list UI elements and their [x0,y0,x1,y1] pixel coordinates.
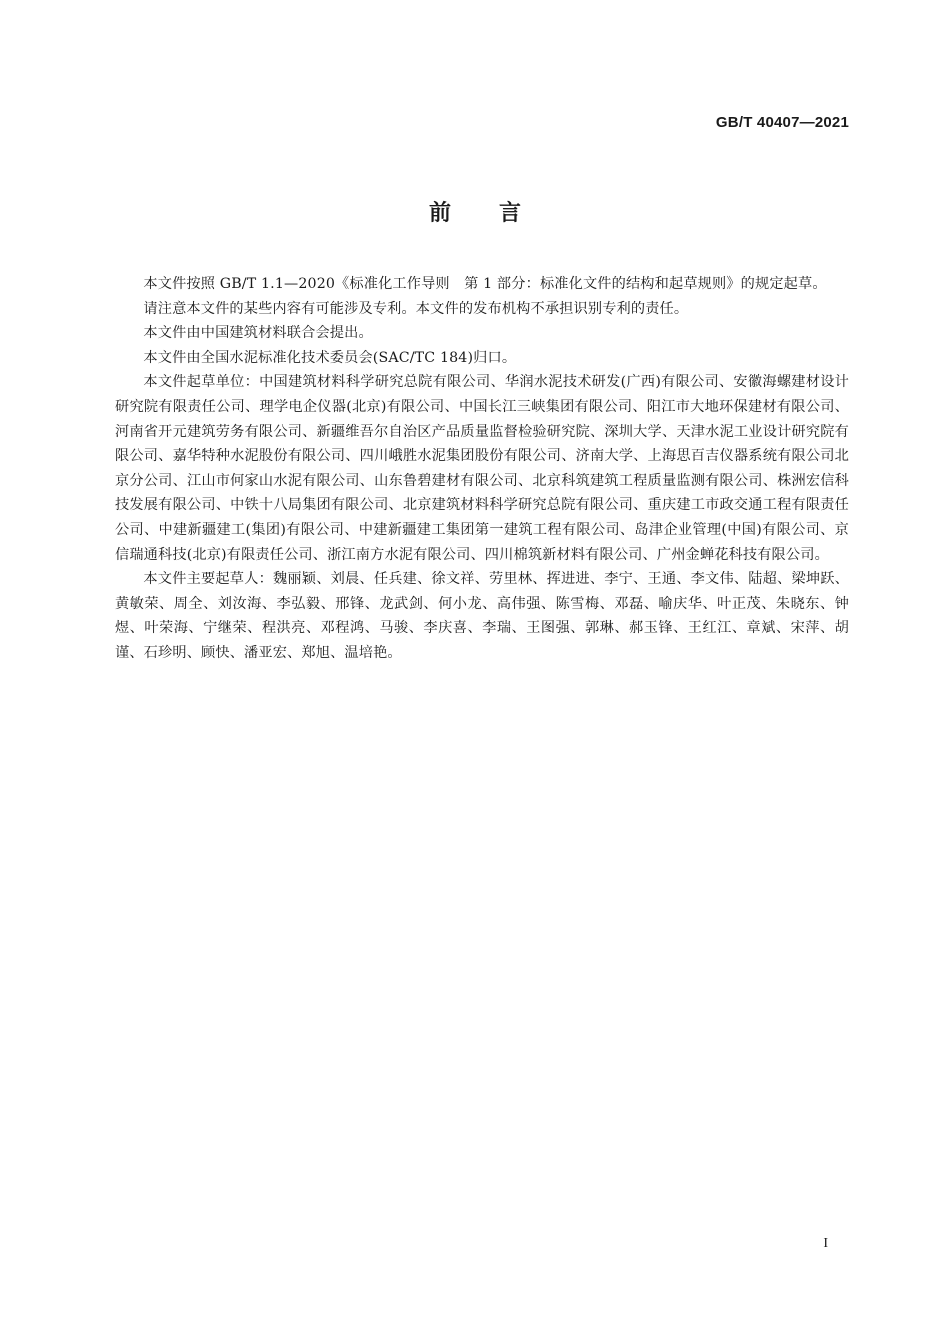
paragraph-proposer: 本文件由中国建筑材料联合会提出。 [143,325,373,342]
paragraph-drafting-units: 本文件起草单位：中国建筑材料科学研究总院有限公司、华润水泥技术研发(广西)有限公司、安徽海螺建材设计研究院有限责任公司、理学电企仪器(北京)有限公司、中国长江三峡集团有限公司、阳江市大地环保建材有限公司、河南省开元建筑劳务有限公司、新疆维吾尔自治区产品质量监督检验研究院、深圳大学、天津水泥工业设计研究院有限公司、嘉华特种水泥股份有限公司、四川峨胜水泥集团股份有限公司、济南大学、上海思百吉仪器系统有限公司北京分公司、江山市何家山水泥有限公司、山东鲁碧建材有限公司、北京科筑建筑工程质量监测有限公司、株洲宏信科技发展有限公司、中铁十八局集团有限公司、北京建筑材料科学研究总院有限公司、重庆建工市政交通工程有限责任公司、中建新疆建工(集团)有限公司、中建新疆建工集团第一建筑工程有限公司、岛津企业管理(中国)有限公司、京信瑞通科技(北京)有限责任公司、浙江南方水泥有限公司、四川棉筑新材料有限公司、广州金蝉花科技有限公司。 [115,374,849,563]
paragraph-patent-notice: 请注意本文件的某些内容有可能涉及专利。本文件的发布机构不承担识别专利的责任。 [143,300,689,317]
paragraph-drafters: 本文件主要起草人：魏丽颖、刘晨、任兵建、徐文祥、劳里林、挥进进、李宁、王通、李文伟、陆超、梁坤跃、黄敏荣、周全、刘汝海、李弘毅、邢锋、龙武剑、何小龙、高伟强、陈雪梅、邓磊、喻庆华、叶正茂、朱晓东、钟煜、叶荣海、宁继荣、程洪亮、邓程鸿、马骏、李庆喜、李瑞、王图强、郭琳、郝玉锋、王红江、章斌、宋萍、胡谨、石珍明、顾快、潘亚宏、郑旭、温培艳。 [115,571,849,661]
foreword-body [115,272,849,666]
page-number: I [823,1236,828,1251]
paragraph-drafting-rules: 本文件按照 GB/T 1.1—2020《标准化工作导则 第 1 部分：标准化文件的结构和起草规则》的规定起草。 [143,276,827,292]
paragraph-technical-committee: 本文件由全国水泥标准化技术委员会(SAC/TC 184)归口。 [143,349,517,366]
page-title: 前言 [428,201,569,226]
standard-number: GB/T 40407—2021 [715,114,849,131]
